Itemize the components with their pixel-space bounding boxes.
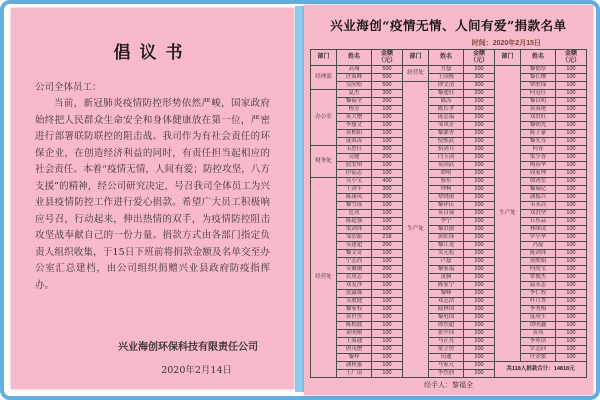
donor-name-cell: 邓友泽 [337,282,372,290]
donation-amount-cell: 400 [372,178,403,186]
table-row [311,98,587,106]
donation-amount-cell: 100 [556,314,587,322]
donation-amount-cell: 100 [556,298,587,306]
donor-name-cell: 王剑丰 [337,186,372,194]
col-header-amount: 金额 （元） [556,50,587,66]
donor-name-cell: 黎朝先 [521,122,556,130]
donation-amount-cell: 100 [464,362,495,370]
table-row [311,298,587,306]
donation-amount-cell: 100 [556,210,587,218]
donation-amount-cell: 100 [464,138,495,146]
donation-amount-cell: 100 [556,74,587,82]
table-row [311,194,587,202]
donor-name-cell: 周家坤 [521,170,556,178]
donation-amount-cell: 100 [464,330,495,338]
col-header-name: 姓名 [429,50,464,66]
table-row [311,186,587,194]
donation-amount-cell: 100 [464,282,495,290]
donation-amount-cell: 100 [464,298,495,306]
donation-amount-cell: 100 [556,290,587,298]
donation-amount-cell: 100 [372,330,403,338]
donor-name-cell: 黎洪励 [429,226,464,234]
donor-name-cell: 黎家福 [429,266,464,274]
donation-amount-cell: 100 [372,170,403,178]
donation-amount-cell: 200 [372,154,403,162]
donation-amount-cell: 200 [372,242,403,250]
donation-amount-cell: 100 [372,338,403,346]
donor-name-cell: 黎迪钰 [429,90,464,98]
donor-name-cell: 王国栋 [429,74,464,82]
table-row [311,146,587,154]
donor-name-cell: 骆东 [429,178,464,186]
donor-name-cell: 黄熙娟 [521,258,556,266]
table-row [311,130,587,138]
donor-name-cell: 李宁 [429,218,464,226]
donor-name-cell: 黄世贵 [337,314,372,322]
donation-amount-cell: 100 [372,362,403,370]
donor-name-cell: 谭明鑫 [521,322,556,330]
donation-amount-cell: 100 [556,170,587,178]
table-row [311,170,587,178]
donation-amount-cell: 100 [464,154,495,162]
donation-amount-cell: 100 [464,226,495,234]
donor-name-cell: 闵通 [429,354,464,362]
donor-name-cell: 吴向松 [337,82,372,90]
donation-amount-cell: 100 [556,130,587,138]
donation-amount-cell: 100 [464,130,495,138]
donation-amount-cell: 100 [372,290,403,298]
donor-name-cell: 陈涛 [429,98,464,106]
donation-amount-cell: 100 [372,202,403,210]
donation-amount-cell: 100 [372,130,403,138]
donor-name-cell: 黄海艳 [521,106,556,114]
table-row [311,330,587,338]
donor-name-cell: 黄相阳 [337,130,372,138]
donation-amount-cell: 100 [464,66,495,74]
table-row [311,322,587,330]
table-row [311,154,587,162]
total-summary-cell: 共118人捐款合计：14818元 [495,362,587,378]
donation-amount-cell: 100 [464,346,495,354]
table-row [311,114,587,122]
donor-name-cell: 倪熙武 [429,138,464,146]
donor-name-cell: 温永志 [521,282,556,290]
table-row [311,266,587,274]
donation-amount-cell: 100 [556,122,587,130]
col-header-amount: 金额 （元） [372,50,403,66]
donor-name-cell: 钟柯 [429,186,464,194]
donor-name-cell: 冯磊 [521,242,556,250]
dept-cell: 生产处 [403,82,429,378]
table-row [311,90,587,98]
donation-amount-cell: 100 [556,266,587,274]
donation-amount-cell: 100 [372,322,403,330]
donor-name-cell: 李界浩 [521,338,556,346]
donation-amount-cell: 100 [372,258,403,266]
letter-signature: 兴业海创环保科技有限责任公司 [118,342,258,353]
donor-name-cell: 陈长孝 [429,106,464,114]
donor-name-cell: 黄明刚 [337,330,372,338]
donor-name-cell: 覃晓丽 [429,194,464,202]
donor-name-cell: 黄露臻 [337,290,372,298]
donor-name-cell: 马正亮 [429,338,464,346]
donor-name-cell: 闫玉剑 [429,154,464,162]
table-row [311,258,587,266]
donor-name-cell: 莫国武 [429,162,464,170]
page-divider [295,6,304,392]
donation-amount-cell: 100 [556,226,587,234]
donor-name-cell: 黎瑞亿 [521,186,556,194]
donor-name-cell: 吴敏健 [337,298,372,306]
donor-name-cell: 黎先寿 [521,138,556,146]
donor-name-cell: 叶月杏 [521,298,556,306]
donation-amount-cell: 200 [372,98,403,106]
donation-amount-cell: 100 [372,106,403,114]
donor-name-cell: 陈超强 [337,218,372,226]
table-row [311,202,587,210]
donor-name-cell: 莫大懋 [337,114,372,122]
donor-name-cell: 陈相波 [337,322,372,330]
col-header-amount: 金额 （元） [464,50,495,66]
donor-name-cell: 谭明 [429,170,464,178]
donation-amount-cell: 100 [556,258,587,266]
donation-amount-cell: 300 [372,186,403,194]
donor-name-cell: 谭鸿宏 [521,178,556,186]
donor-name-cell: 陈剑锋 [521,250,556,258]
donor-name-cell: 韦永昌 [521,202,556,210]
table-row [311,178,587,186]
donation-amount-cell: 100 [464,186,495,194]
donation-amount-cell: 100 [372,114,403,122]
donor-name-cell: 罗小华 [521,234,556,242]
donation-amount-cell: 100 [464,146,495,154]
donor-name-cell: 吴元松 [429,250,464,258]
donation-amount-cell: 100 [556,162,587,170]
table-row [311,242,587,250]
donor-name-cell: 潘振兴 [521,194,556,202]
donor-name-cell: 衣成志 [337,274,372,282]
donor-name-cell: 杨芳 [337,106,372,114]
donation-amount-cell: 100 [464,338,495,346]
table-row [311,226,587,234]
dept-cell: 生产处 [495,66,521,362]
donation-amount-cell: 100 [556,234,587,242]
donor-name-cell: 潘秋惠 [337,362,372,370]
donation-amount-cell: 100 [556,186,587,194]
donor-name-cell: 陆林国 [429,306,464,314]
donation-amount-cell: 200 [372,266,403,274]
donation-amount-cell: 100 [464,170,495,178]
letter-date: 2020年2月14日 [161,365,232,376]
donor-name-cell: 方磊 [429,66,464,74]
donation-amount-cell: 100 [464,314,495,322]
donation-amount-cell: 100 [556,354,587,362]
table-row [311,250,587,258]
donation-amount-cell: 218 [372,234,403,242]
donation-amount-cell: 100 [464,122,495,130]
dept-cell: 财务处 [311,146,337,178]
donor-name-cell: 马家元 [429,362,464,370]
dept-cell: 经营处 [311,178,337,378]
donor-name-cell: 林缪凌 [521,226,556,234]
donor-name-cell: 李惠文 [337,122,372,130]
donation-amount-cell: 300 [372,194,403,202]
table-row [311,210,587,218]
dept-cell: 经理部 [311,66,337,90]
table-row [311,314,587,322]
donation-amount-cell: 100 [556,146,587,154]
donor-name-cell: 丘东品 [521,218,556,226]
donation-amount-cell: 100 [556,66,587,74]
donation-amount-cell: 100 [372,210,403,218]
donation-amount-cell: 100 [372,306,403,314]
col-header-dept: 部门 [403,50,429,66]
table-row [311,162,587,170]
table-header-row [311,50,587,66]
donor-name-cell: 罗志回 [521,346,556,354]
donation-amount-cell: 100 [464,210,495,218]
donor-name-cell: 宁志尚 [337,258,372,266]
table-row [311,234,587,242]
donation-amount-cell: 100 [464,306,495,314]
donor-name-cell: 黎庭国 [429,314,464,322]
donor-name-cell: 莫白强 [429,210,464,218]
donation-amount-cell: 100 [556,250,587,258]
donation-amount-cell: 100 [464,322,495,330]
donor-name-cell: 吴佩珊 [337,266,372,274]
donor-name-cell: 黎家权 [337,306,372,314]
donor-name-cell: 张中玮 [429,330,464,338]
donor-name-cell: 庞志福 [429,114,464,122]
donation-amount-cell: 100 [372,298,403,306]
donor-name-cell: 黎以明 [521,98,556,106]
donation-amount-cell: 100 [556,346,587,354]
handler-line: 经手人：黎福全 [424,382,473,389]
donation-table-body [311,66,587,378]
donation-amount-cell: 100 [556,218,587,226]
donor-name-cell: 黄虹锋 [429,234,464,242]
col-header-name: 姓名 [337,50,372,66]
donation-amount-cell: 100 [464,178,495,186]
donation-amount-cell: 100 [556,282,587,290]
donation-amount-cell: 100 [464,250,495,258]
donor-name-cell: 邓志浩 [429,298,464,306]
donor-name-cell: 覃胜保 [521,82,556,90]
table-row [311,362,587,370]
donor-name-cell: 黎江龙 [429,242,464,250]
table-row [311,338,587,346]
donation-amount-cell: 100 [556,322,587,330]
table-row [311,122,587,130]
donor-name-cell: 夏杰 [337,90,372,98]
donor-name-cell: 卢磊 [429,258,464,266]
donor-name-cell: 陈康凤 [337,194,372,202]
donor-name-cell: 蓝安琪 [337,162,372,170]
letter-body: 当前，新冠肺炎疫情防控形势依然严峻，国家政府始终把人民群众生命安全和身体健康放在第一位，严密进行部署联防联控的阻击战。我司作为有社会责任的环保企业，在创造经济利益的同时，有责任担当起相应的社会责任。本着“疫情无情，人间有爱；防控攻坚，八方支援”的精神，经公司研究决定，号召我司全体员工为兴业县疫情防控工作进行爱心捐款。希望广大员工积极响应号召，行动起来，伸出热情的双手，为疫情防控阻击攻坚战奉献自己的一份力量。捐款方式由各部门指定负责人组织收集，于15日下班前将捐款金额及名单交至办公室汇总建档，由公司组织捐赠兴业县政府防疫指挥办。 [35,98,270,291]
donation-amount-cell: 100 [372,226,403,234]
donor-name-cell: 陈子豪 [521,130,556,138]
donation-amount-cell: 100 [372,122,403,130]
donor-name-cell: 黎雪瑶 [337,202,372,210]
donor-name-cell: 黄腾 [429,274,464,282]
donor-name-cell: 吴健 [337,154,372,162]
donor-name-cell: 许海峰 [337,74,372,82]
table-row [311,218,587,226]
donation-amount-cell: 100 [372,138,403,146]
col-header-dept: 部门 [495,50,521,66]
donation-amount-cell: 100 [372,274,403,282]
donation-amount-cell: 100 [464,354,495,362]
donation-amount-cell: 100 [372,354,403,362]
donation-amount-cell: 100 [372,370,403,378]
table-row [311,290,587,298]
donor-name-cell: 梁少香 [521,154,556,162]
donation-amount-cell: 100 [556,106,587,114]
donation-amount-cell: 100 [556,82,587,90]
donor-name-cell: 骆剑兵 [429,146,464,154]
donor-name-cell: 邓洪旺 [521,114,556,122]
donation-amount-cell: 100 [464,266,495,274]
donor-name-cell: 陈家宁 [429,282,464,290]
donor-name-cell: 邓洪坚 [521,210,556,218]
donor-name-cell: 黎桑杏 [429,130,464,138]
donor-name-cell: 黎梓 [337,354,372,362]
donor-name-cell: 李烈润 [429,370,464,378]
donation-amount-cell: 100 [556,154,587,162]
table-row [311,306,587,314]
donation-amount-cell: 100 [464,290,495,298]
donation-amount-cell: 300 [372,90,403,98]
donation-amount-cell: 100 [556,306,587,314]
donation-amount-cell: 100 [464,98,495,106]
dept-cell: 经营处 [403,66,429,82]
donor-name-cell: 邹浩聪 [337,234,372,242]
donor-name-cell: 王广南 [337,370,372,378]
donation-amount-cell: 100 [556,330,587,338]
donation-amount-cell: 100 [556,90,587,98]
col-header-name: 姓名 [521,50,556,66]
donor-name-cell: 黎峰 [429,290,464,298]
donor-name-cell: 陶春华 [521,162,556,170]
donor-name-cell: 许金繁 [521,354,556,362]
donor-name-cell: 李秀梅 [521,306,556,314]
table-row [311,66,587,74]
donation-amount-cell: 100 [464,370,495,378]
donor-name-cell: 黎德厚 [521,66,556,74]
donation-amount-cell: 100 [556,178,587,186]
donation-amount-cell: 100 [372,314,403,322]
table-row [311,138,587,146]
donation-amount-cell: 100 [556,242,587,250]
letter-salutation: 公司全体员工： [35,82,102,93]
letter-title: 倡议书 [113,43,192,63]
donation-amount-cell: 100 [556,338,587,346]
donor-name-cell: 何尚宝 [521,266,556,274]
donor-name-cell: 何冠任 [521,90,556,98]
donation-amount-cell: 300 [372,146,403,154]
donor-name-cell: 何春 [521,146,556,154]
donor-name-cell: 黎文奇 [337,250,372,258]
donor-name-cell: 黎祥庆 [429,202,464,210]
donation-amount-cell: 200 [464,90,495,98]
donor-name-cell: 邹凤芳 [429,122,464,130]
table-row [311,106,587,114]
col-header-dept: 部门 [311,50,337,66]
donation-amount-cell: 100 [372,218,403,226]
donation-amount-cell: 500 [372,74,403,82]
table-row [311,346,587,354]
donor-name-cell: 庞成生 [521,314,556,322]
donation-amount-cell: 100 [464,258,495,266]
donor-name-cell: 梁立快 [429,346,464,354]
donation-amount-cell: 100 [464,218,495,226]
table-row [311,74,587,82]
donor-name-cell: 李仁校 [521,290,556,298]
donor-name-cell: 韦思任 [337,146,372,154]
donor-name-cell: 谭烈超 [429,322,464,330]
donation-amount-cell: 100 [556,194,587,202]
donor-name-cell: 黄凤 [521,330,556,338]
donation-amount-cell: 100 [372,162,403,170]
donation-amount-cell: 100 [464,162,495,170]
donor-name-cell: 吴建超 [337,242,372,250]
donor-name-cell: 徐文清 [429,82,464,90]
donation-table [310,49,587,378]
donor-name-cell: 唐茂懋 [337,346,372,354]
donation-amount-cell: 100 [464,234,495,242]
donor-name-cell: 王海通 [337,338,372,346]
donation-amount-cell: 100 [372,250,403,258]
donation-amount-cell: 100 [464,194,495,202]
donation-amount-cell: 100 [464,114,495,122]
donation-amount-cell: 300 [464,82,495,90]
donation-amount-cell: 500 [372,82,403,90]
donation-list-page [304,5,593,395]
donor-name-cell: 庞海涛 [337,138,372,146]
donor-name-cell: 伊福志 [337,170,372,178]
donation-amount-cell: 100 [464,106,495,114]
donation-amount-cell: 100 [556,274,587,282]
donation-amount-cell: 100 [372,282,403,290]
donation-amount-cell: 100 [372,346,403,354]
donor-name-cell: 吴小宝 [337,178,372,186]
proposal-letter-page [11,8,294,389]
donation-amount-cell: 300 [464,74,495,82]
table-row [311,82,587,90]
donation-amount-cell: 100 [556,138,587,146]
donation-amount-cell: 100 [556,98,587,106]
donation-time: 时间：2020年2月15日 [471,40,541,47]
donation-amount-cell: 100 [464,202,495,210]
donor-name-cell: 高翔 [337,66,372,74]
donation-amount-cell: 500 [372,66,403,74]
donation-title: 兴业海创“疫情无情、人间有爱”捐款名单 [330,18,567,33]
donation-amount-cell: 100 [464,274,495,282]
donation-amount-cell: 100 [464,242,495,250]
table-row [311,282,587,290]
donor-name-cell: 范凤 [337,210,372,218]
donor-name-cell: 覃俊杰 [521,274,556,282]
table-row [311,354,587,362]
table-row [311,274,587,282]
donor-name-cell: 梁剑锋 [337,226,372,234]
donor-name-cell: 黎长缨 [521,74,556,82]
donor-name-cell: 黎福全 [337,98,372,106]
dept-cell: 办公室 [311,90,337,146]
donation-amount-cell: 100 [556,114,587,122]
donation-amount-cell: 100 [556,202,587,210]
